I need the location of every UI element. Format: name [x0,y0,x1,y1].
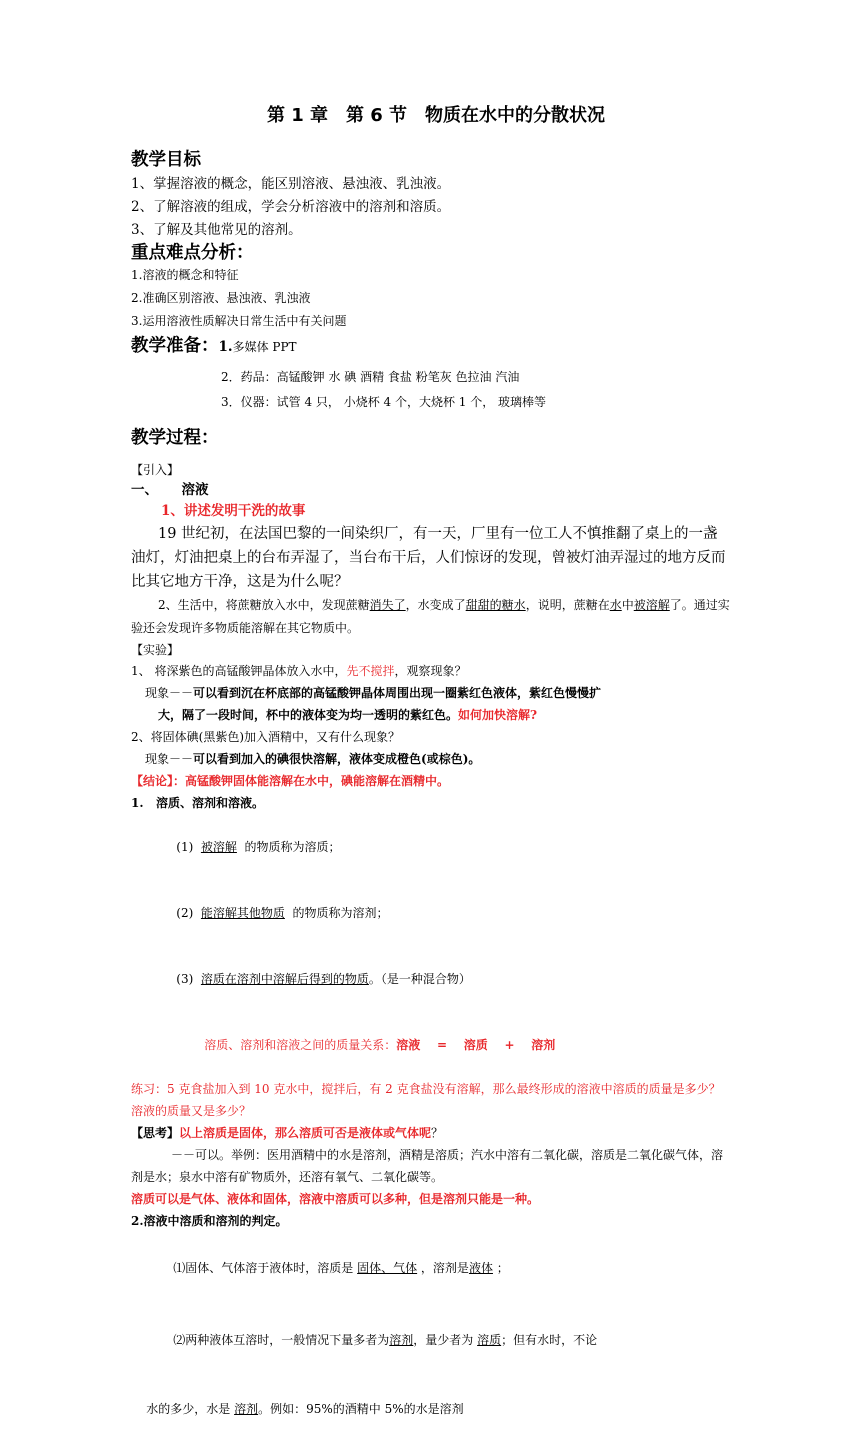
conclusion-tag: 【结论】 [131,774,174,788]
document-page [131,95,731,1442]
experiment-2: 2、将固体碘(黑紫色)加入酒精中，又有什么现象？ [131,730,400,744]
mass-equation: 溶液 = 溶质 + 溶剂 [396,1038,556,1052]
definition-2 [131,880,731,946]
prep-first-num: 1. [218,339,233,355]
exp-question: 如何加快溶解? [458,708,538,722]
life-text: 蔗糖在 [573,598,610,612]
judge-text: ⑵两种液体互溶时，一般情况下量多者为 [173,1333,390,1347]
mass-relation [131,1012,731,1078]
def-text: 。（是一种混合物） [368,972,471,986]
page-title: 第 1 章 第 6 节 物质在水中的分散状况 [266,105,606,126]
experiment-2-observation [131,748,731,770]
experiment-tag: 【实验】 [131,643,180,657]
mass-label: 溶质、溶剂和溶液之间的质量关系： [204,1038,397,1052]
think-tag: 【思考】 [131,1126,180,1140]
goals-heading: 教学目标 [131,150,201,170]
blank-answer: 消失了 [369,598,406,612]
subsection-2: 2.溶液中溶质和溶剂的判定。 [131,1214,288,1228]
think-answer: －－可以。举例：医用酒精中的水是溶剂，酒精是溶质；汽水中溶有二氧化碳，溶质是二氧化碳气体，溶剂是水；泉水中溶有矿物质外，还溶有氧气、二氧化碳等。 [131,1148,724,1184]
think [131,1122,731,1144]
think-mark: ？ [431,1126,444,1140]
think-question: 以上溶质是固体，那么溶质可否是液体或气体呢 [179,1126,432,1140]
blank-answer: 被溶解 [633,598,670,612]
life-text: ，水变成了 [405,598,466,612]
judge-text: ⑴固体、气体溶于液体时，溶质是 [173,1261,358,1275]
subsection-1: 1. 溶质、溶剂和溶液。 [131,796,265,810]
judge-text: ，溶剂是 [417,1261,469,1275]
prep-line-3: 3．仪器：试管 4 只， 小烧杯 4 个，大烧杯 1 个， 玻璃棒等 [221,395,547,409]
blank-answer: 溶质 [477,1333,502,1347]
judge-text: 。例如：95%的酒精中 5%的水是溶剂 [258,1402,464,1416]
goal-item: 2、了解溶液的组成，学会分析溶液中的溶剂和溶质。 [131,199,451,215]
obs-text: 大，隔了一段时间，杯中的液体变为均一透明的紫红色。 [158,708,459,722]
blank-answer: 溶剂 [389,1333,414,1347]
blank-answer: 固体、气体 [357,1261,418,1275]
judgement-2 [131,1304,731,1376]
obs-label: 现象－－ [145,686,194,700]
exp-text: ，观察现象？ [394,664,467,678]
prep-line-2: 2．药品：高锰酸钾 水 碘 酒精 食盐 粉笔灰 色拉油 汽油 [221,370,520,384]
prep-line-1 [131,333,731,360]
obs-text: 可以看到加入的碘很快溶解，液体变成橙色(或棕色)。 [193,752,481,766]
judge-text: ；但有水时，不论 [501,1333,598,1347]
obs-label: 现象－－ [145,752,194,766]
definition-3 [131,946,731,1012]
intro-tag: 【引入】 [131,463,180,477]
key-heading: 重点难点分析： [131,243,254,263]
goal-item: 3、了解及其他常见的溶剂。 [131,222,302,238]
def-term: 溶质在溶剂中溶解后得到的物质 [200,972,369,986]
conclusion-text: ：高锰酸钾固体能溶解在水中，碘能溶解在酒精中。 [173,774,450,788]
story-text: 19 世纪初，在法国巴黎的一间染织厂，有一天，厂里有一位工人不慎推翻了桌上的一盏油灯，灯油把桌上的台布弄湿了，当台布干后，人们惊讶的发现，曾被灯油弄湿过的地方反而比其它地方干净，这是为什么呢？ [131,526,726,590]
goal-item: 1、掌握溶液的概念，能区别溶液、悬浊液、乳浊液。 [131,176,451,192]
def-text: 的物质称为溶剂； [284,906,389,920]
life-text: 2、生活中，将蔗糖放入水中，发现蔗糖 [158,598,370,612]
blank-answer: 水 [609,598,622,612]
process-heading: 教学过程： [131,428,219,448]
think-conclusion: 溶质可以是气体、液体和固体，溶液中溶质可以多种，但是溶剂只能是一种。 [131,1192,540,1206]
judge-text: 水的多少，水是 [146,1402,235,1416]
blank-answer: 溶剂 [234,1402,259,1416]
prep-first-text: 多媒体 PPT [232,340,297,354]
prep-heading: 教学准备： [131,336,219,356]
exp-highlight: 先不搅拌 [346,664,395,678]
def-term: 被溶解 [200,840,237,854]
key-item: 3.运用溶液性质解决日常生活中有关问题 [131,314,347,328]
def-num: (1) [176,840,201,854]
definition-1 [131,814,731,880]
key-item: 1.溶液的概念和特征 [131,268,239,282]
obs-text: 可以看到沉在杯底部的高锰酸钾晶体周围出现一圈紫红色液体，紫红色慢慢扩 [193,686,602,700]
key-item: 2.准确区别溶液、悬浊液、乳浊液 [131,291,311,305]
def-num: (3) [176,972,201,986]
conclusion [131,770,731,792]
blank-answer: 液体 [468,1261,493,1275]
judgement-1 [131,1232,731,1304]
def-text: 的物质称为溶质； [236,840,341,854]
life-text: ，说明， [525,598,574,612]
judge-text: ，量少者为 [413,1333,478,1347]
exp-text: 1、 将深紫色的高锰酸钾晶体放入水中， [131,664,347,678]
def-num: (2) [176,906,201,920]
story-title: 1、讲述发明干洗的故事 [161,503,306,519]
life-text: 了。通过实验还会发现许多物质能溶解在其它物质中。 [131,598,730,635]
life-text: 中 [621,598,634,612]
experiment-1-observation [131,682,731,704]
life-paragraph [131,594,731,640]
def-term: 能溶解其他物质 [200,906,285,920]
judgement-2-cont [131,1376,731,1442]
judge-text: ； [492,1261,509,1275]
blank-answer: 甜甜的糖水 [465,598,526,612]
experiment-1 [131,660,731,682]
experiment-1-observation-cont [131,704,731,726]
exercise: 练习：5 克食盐加入到 10 克水中，搅拌后，有 2 克食盐没有溶解，那么最终形成的溶液中溶质的质量是多少？溶液的质量又是多少？ [131,1082,721,1118]
section-1-heading: 一、 溶液 [131,482,209,498]
